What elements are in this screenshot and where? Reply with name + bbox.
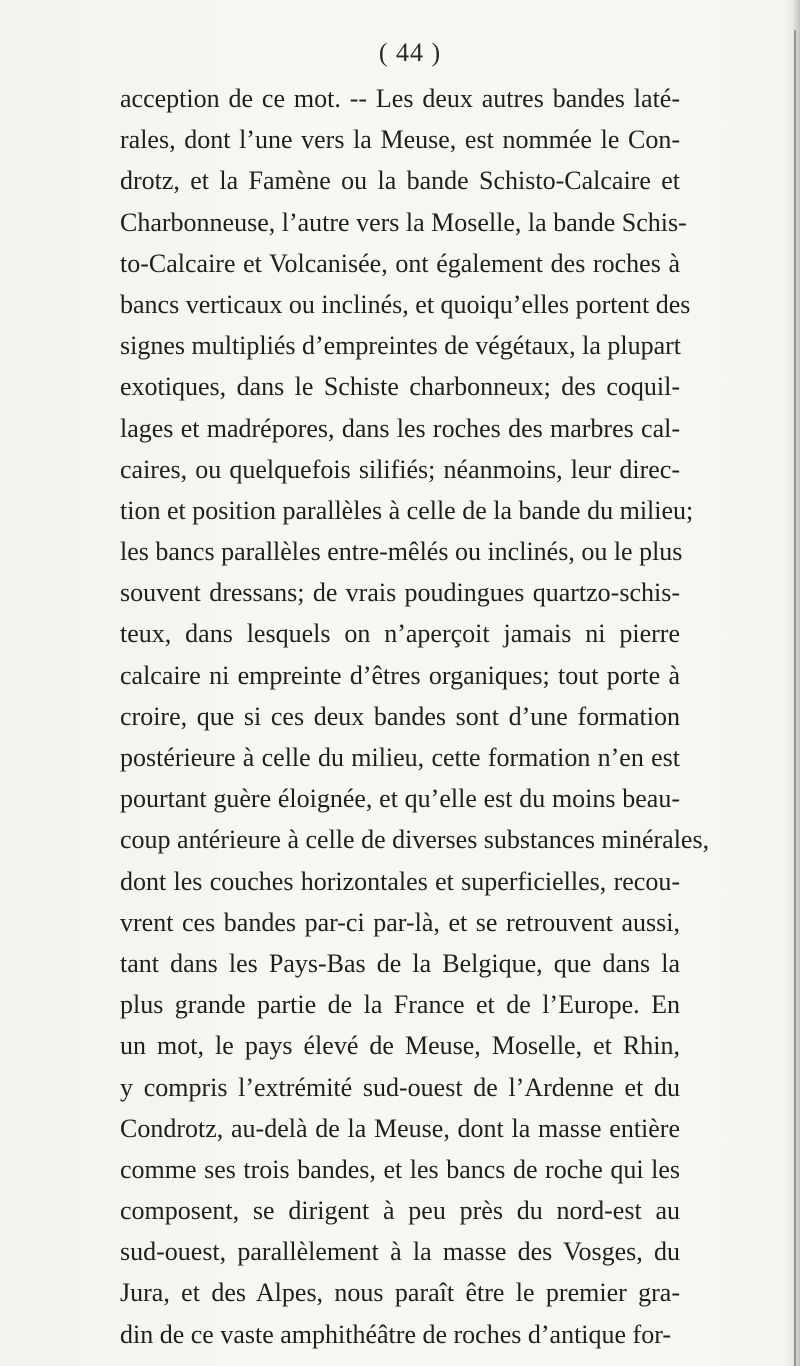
text-line: Condrotz, au-delà de la Meuse, dont la masse entière — [120, 1113, 680, 1143]
text-line: teux, dans lesquels on n’aperçoit jamais ni pierre — [120, 619, 680, 649]
text-line: croire, que si ces deux bandes sont d’une formation — [120, 701, 680, 731]
text-line: souvent dressans; de vrais poudingues quartzo-schis- — [120, 578, 680, 608]
text-line: sud-ouest, parallèlement à la masse des Vosges, du — [120, 1237, 680, 1267]
text-line: plus grande partie de la France et de l’Europe. En — [120, 990, 680, 1020]
text-line: calcaire ni empreinte d’êtres organiques; tout porte à — [120, 660, 680, 690]
text-line: coup antérieure à celle de diverses substances minérales, — [120, 825, 710, 855]
text-line: les bancs parallèles entre-mêlés ou inclinés, ou le plus — [120, 537, 683, 567]
text-line: bancs verticaux ou inclinés, et quoiqu’elles portent des — [120, 289, 691, 319]
text-line: signes multipliés d’empreintes de végétaux, la plupart — [120, 331, 682, 361]
text-line: Charbonneuse, l’autre vers la Moselle, la bande Schis- — [120, 207, 687, 237]
text-line: caires, ou quelquefois silifiés; néanmoins, leur direc- — [120, 454, 680, 484]
text-line: tion et position parallèles à celle de la bande du milieu; — [120, 495, 694, 525]
text-line: rales, dont l’une vers la Meuse, est nommée le Con- — [120, 125, 680, 155]
text-line: Jura, et des Alpes, nous paraît être le premier gra- — [120, 1278, 680, 1308]
text-line: acception de ce mot. -- Les deux autres bandes laté- — [120, 84, 680, 113]
text-line: tant dans les Pays-Bas de la Belgique, que dans la — [120, 948, 680, 978]
text-line: dont les couches horizontales et superficielles, recou- — [120, 866, 680, 896]
text-line: y compris l’extrémité sud-ouest de l’Ardenne et du — [120, 1072, 680, 1102]
text-line: to-Calcaire et Volcanisée, ont également des roches à — [120, 248, 680, 278]
page-edge-shadow — [784, 0, 800, 1366]
text-line: vrent ces bandes par-ci par-là, et se retrouvent aussi, — [120, 907, 680, 937]
text-line: pourtant guère éloignée, et qu’elle est du moins beau- — [120, 784, 680, 814]
text-line: lages et madrépores, dans les roches des marbres cal- — [120, 413, 680, 443]
text-line: din de ce vaste amphithéâtre de roches d’antique for- — [120, 1319, 672, 1349]
page-number: ( 44 ) — [378, 38, 442, 67]
body-text — [120, 78, 710, 1355]
text-line: postérieure à celle du milieu, cette formation n’en est — [120, 743, 680, 772]
text-line: exotiques, dans le Schiste charbonneux; des coquil- — [120, 372, 680, 402]
text-line: comme ses trois bandes, et les bancs de roche qui les — [120, 1154, 680, 1184]
page-edge-line — [794, 30, 796, 1366]
text-line: drotz, et la Famène ou la bande Schisto-Calcaire et — [120, 166, 680, 196]
text-line: un mot, le pays élevé de Meuse, Moselle, et Rhin, — [120, 1031, 680, 1061]
text-line: composent, se dirigent à peu près du nord-est au — [120, 1196, 680, 1226]
